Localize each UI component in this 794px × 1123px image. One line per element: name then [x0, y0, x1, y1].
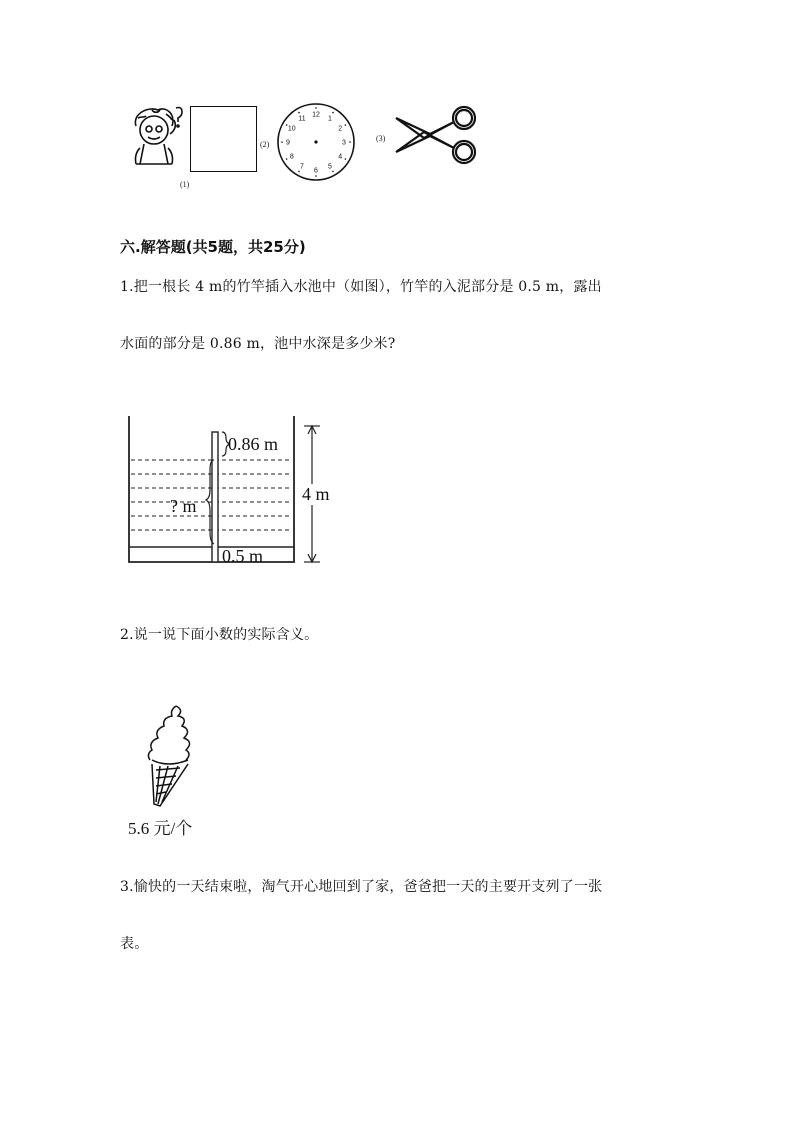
clock-tick: [315, 175, 317, 177]
question-3-line-2: 表。: [120, 936, 149, 952]
clock-number: 11: [298, 115, 306, 123]
clock-tick: [349, 141, 351, 143]
clock-number: 2: [338, 125, 343, 133]
clock-tick: [298, 112, 300, 114]
clock-face-illustration: [276, 102, 356, 182]
ice-cream-cone-illustration: [138, 704, 198, 810]
clock-tick: [345, 124, 347, 126]
scissors-illustration: [390, 104, 480, 166]
thinking-child-illustration: [126, 104, 188, 166]
label-total-length: 4 m: [302, 484, 330, 504]
clock-tick: [315, 107, 317, 109]
clock-tick: [332, 112, 334, 114]
clock-number: 10: [287, 125, 296, 133]
figure-row: [120, 98, 500, 198]
section-heading: 六.解答题(共5题，共25分): [120, 238, 306, 256]
clock-tick: [286, 158, 288, 160]
clock-number: 4: [338, 153, 343, 161]
figure-label-1: (1): [180, 180, 190, 189]
question-1-line-2: 水面的部分是 0.86 m，池中水深是多少米?: [120, 336, 396, 352]
question-3-line-1: 3.愉快的一天结束啦，淘气开心地回到了家，爸爸把一天的主要开支列了一张: [120, 879, 603, 895]
clock-number: 9: [286, 139, 290, 147]
clock-tick: [332, 171, 334, 173]
label-water-depth: ? m: [170, 496, 197, 516]
clock-number: 1: [328, 115, 332, 123]
clock-tick: [286, 124, 288, 126]
clock-number: 6: [314, 167, 318, 175]
label-above-water: 0.86 m: [228, 434, 279, 454]
clock-number: 5: [328, 163, 332, 171]
clock-tick: [281, 141, 283, 143]
clock-number: 12: [312, 111, 320, 119]
clock-tick: [298, 171, 300, 173]
clock-tick: [345, 158, 347, 160]
square-shape: [190, 106, 257, 172]
ice-cream-price: 5.6 元/个: [128, 819, 193, 838]
clock-number: 7: [300, 163, 304, 171]
question-2-text: 2.说一说下面小数的实际含义。: [120, 627, 319, 643]
pool-diagram: [122, 410, 342, 575]
figure-label-3: (3): [376, 134, 386, 143]
question-1-line-1: 1.把一根长 4 m的竹竿插入水池中（如图），竹竿的入泥部分是 0.5 m，露出: [120, 279, 602, 295]
clock-number: 3: [342, 139, 346, 147]
label-in-mud: 0.5 m: [222, 546, 264, 566]
figure-label-2: (2): [260, 140, 270, 149]
clock-number: 8: [289, 153, 294, 161]
